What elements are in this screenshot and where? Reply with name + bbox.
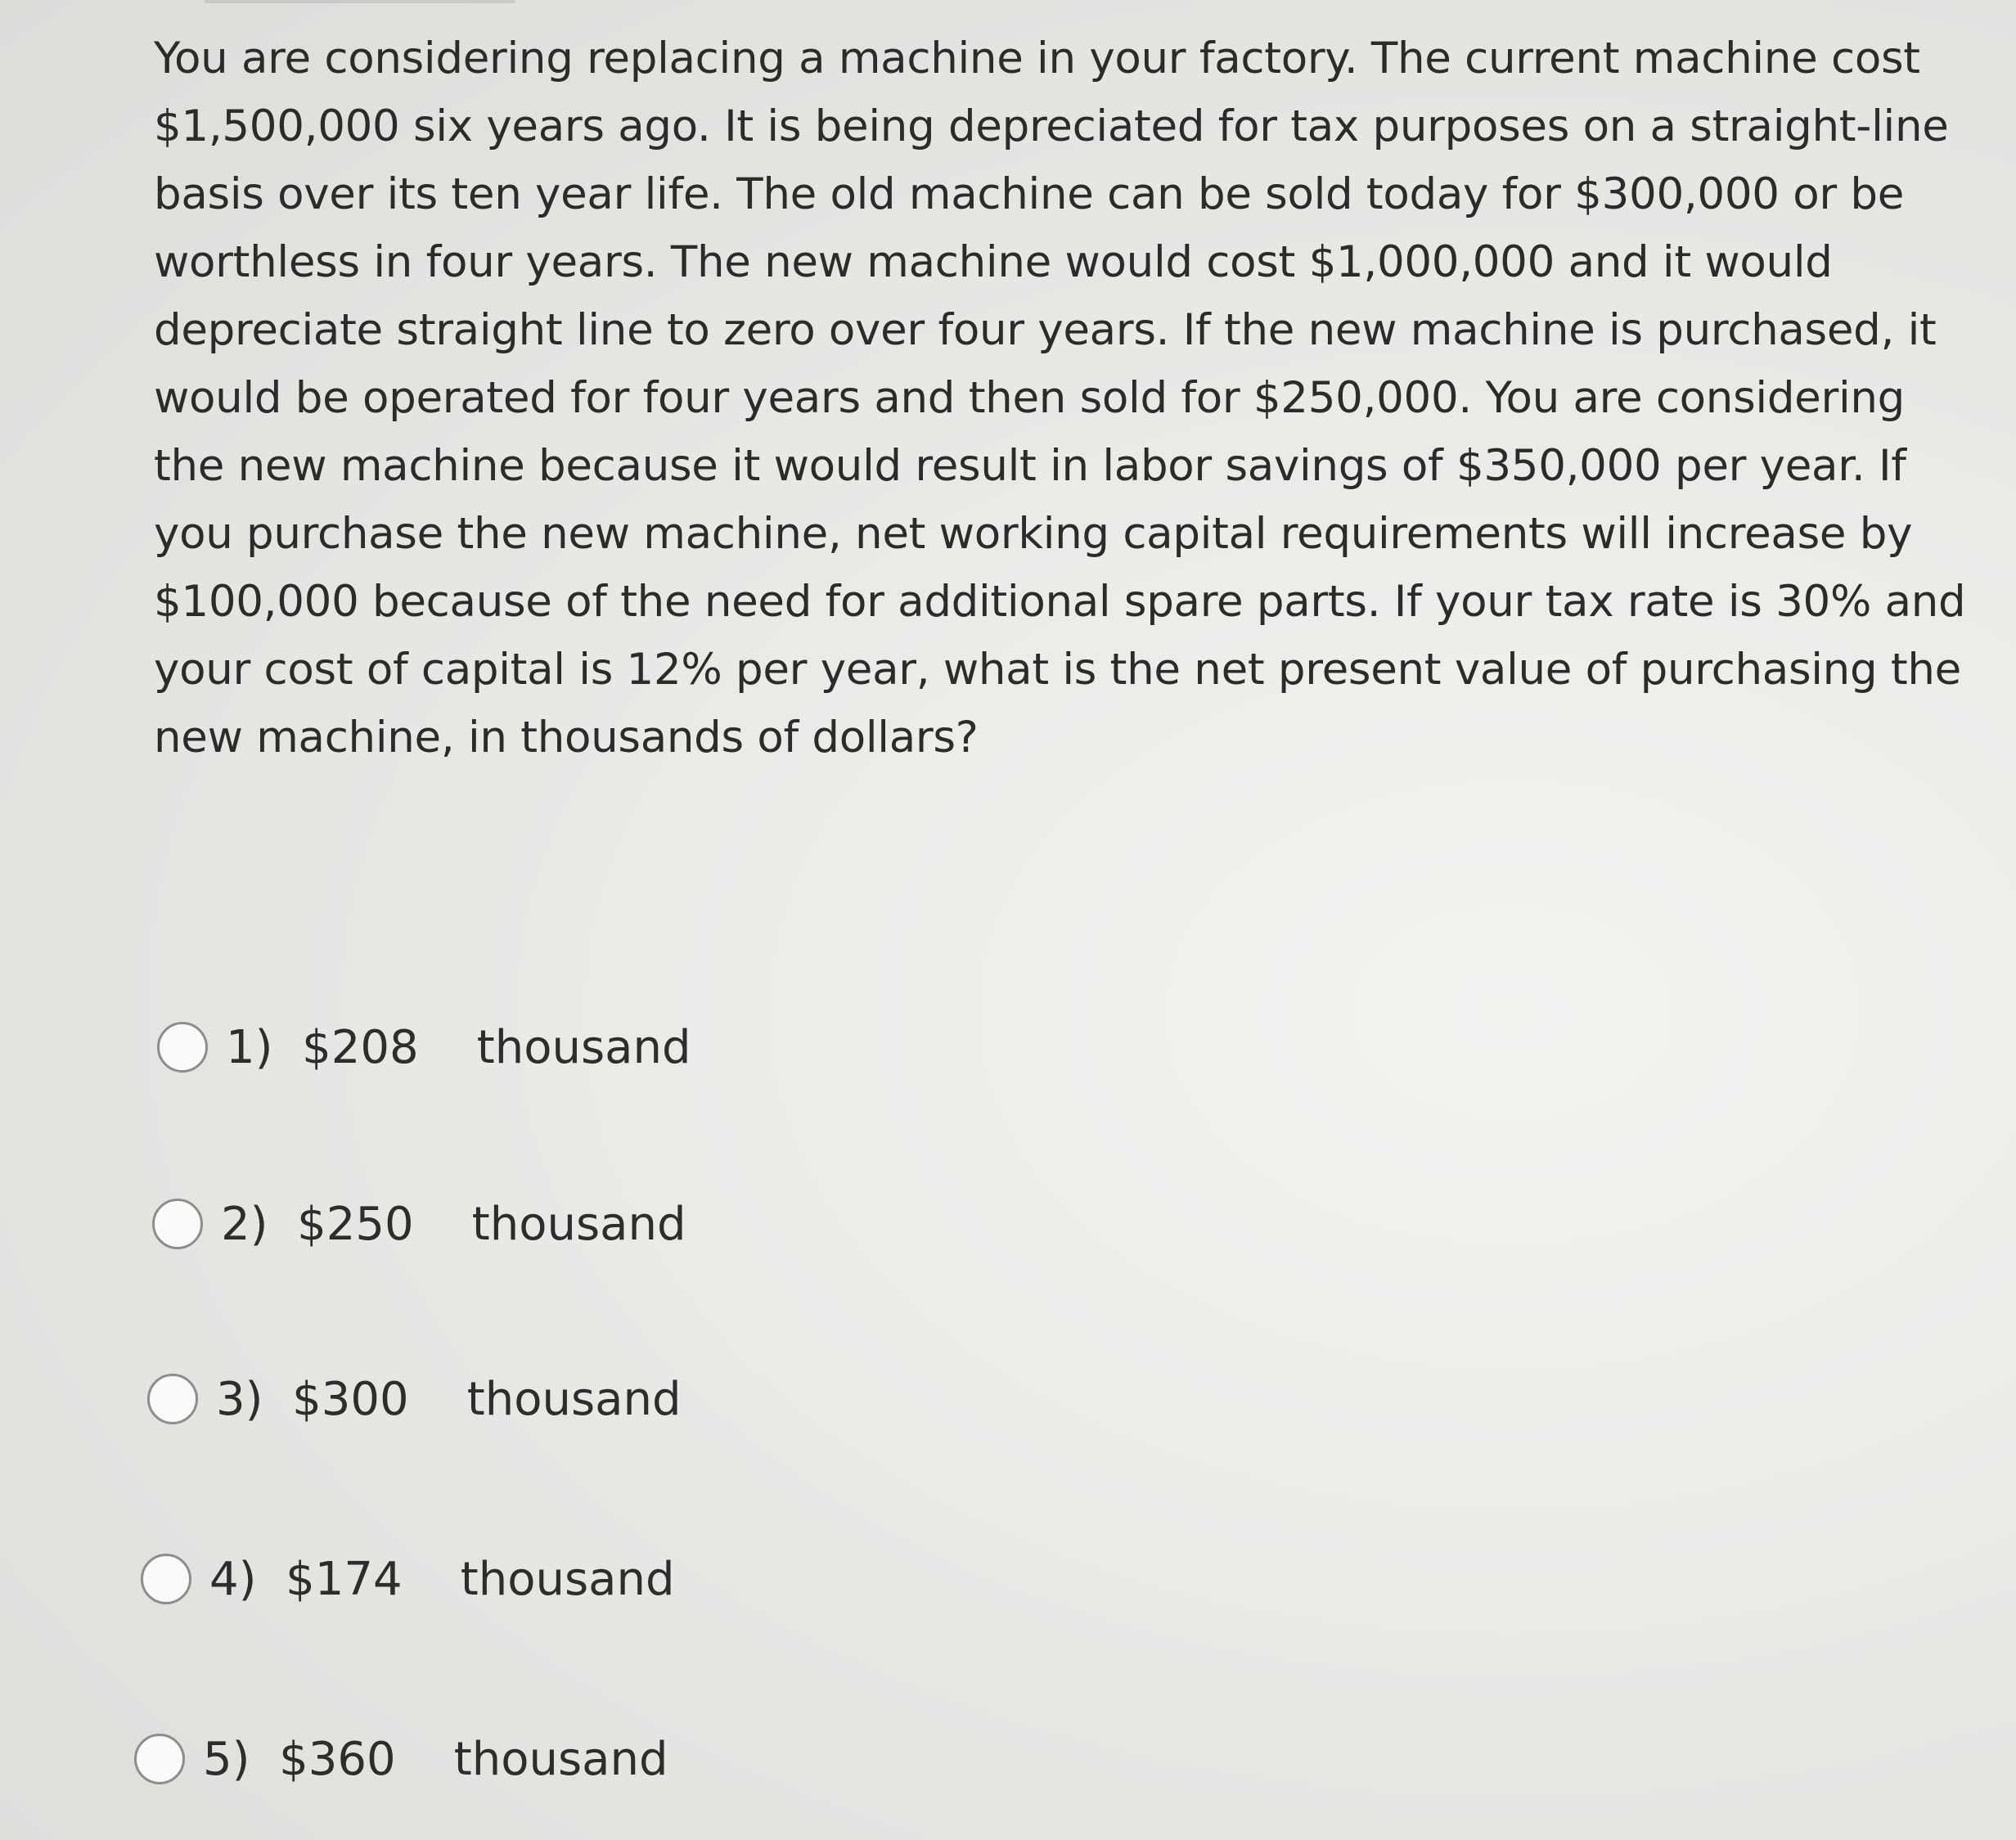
answer-option-label: 4) $174 thousand [209, 1552, 675, 1606]
answer-option-1[interactable] [157, 1014, 691, 1080]
radio-button-1[interactable] [157, 1022, 208, 1073]
radio-button-4[interactable] [141, 1554, 191, 1604]
answer-option-label: 5) $360 thousand [203, 1732, 668, 1786]
question-line: the new machine because it would result in labor savings of $350,000 per year. If [154, 441, 1906, 491]
question-line: your cost of capital is 12% per year, what is the net present value of purchasing the [154, 645, 1961, 695]
answer-option-label: 2) $250 thousand [221, 1197, 686, 1251]
radio-button-5[interactable] [134, 1734, 185, 1784]
radio-button-3[interactable] [147, 1374, 198, 1424]
question-line: would be operated for four years and then sold for $250,000. You are considering [154, 373, 1906, 423]
question-line: depreciate straight line to zero over four years. If the new machine is purchased, it [154, 305, 1937, 355]
question-line: worthless in four years. The new machine would cost $1,000,000 and it would [154, 237, 1833, 287]
radio-button-2[interactable] [152, 1199, 203, 1249]
question-line: you purchase the new machine, net working capital requirements will increase by [154, 509, 1913, 559]
question-line: $100,000 because of the need for additional spare parts. If your tax rate is 30% and [154, 577, 1966, 627]
answer-option-4[interactable] [141, 1546, 675, 1612]
answer-option-2[interactable] [152, 1191, 686, 1257]
answer-option-label: 3) $300 thousand [216, 1372, 682, 1426]
question-line: You are considering replacing a machine in your factory. The current machine cost [154, 34, 1920, 83]
question-line: $1,500,000 six years ago. It is being depreciated for tax purposes on a straight-line [154, 101, 1949, 151]
question-line: new machine, in thousands of dollars? [154, 713, 979, 763]
question-line: basis over its ten year life. The old machine can be sold today for $300,000 or be [154, 169, 1905, 219]
answer-option-label: 1) $208 thousand [226, 1020, 691, 1074]
answer-option-3[interactable] [147, 1366, 682, 1432]
answer-option-5[interactable] [134, 1726, 668, 1792]
